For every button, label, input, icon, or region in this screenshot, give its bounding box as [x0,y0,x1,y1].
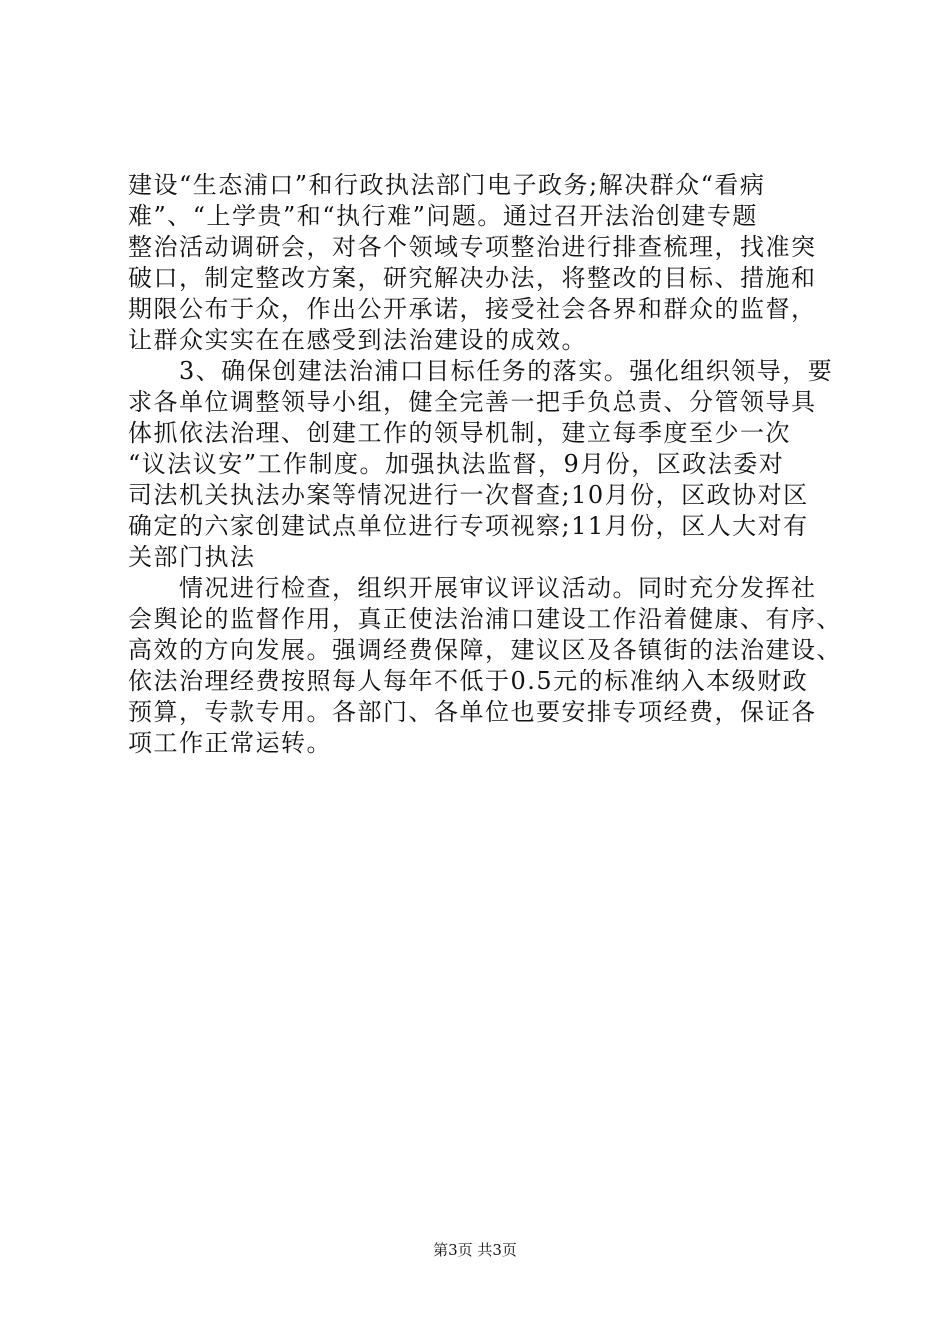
text-line-17: 依法治理经费按照每人每年不低于0.5元的标准纳入本级财政 [128,667,809,695]
text-line-6: 让群众实实在在感受到法治建设的成效。 [128,326,587,354]
page-number-label: 第3页 共3页 [433,1241,517,1259]
text-line-14: 情况进行检查，组织开展审议评议活动。同时充分发挥社 [128,574,817,602]
text-line-3: 整治活动调研会，对各个领域专项整治进行排查梳理，找准突 [128,233,817,261]
text-line-5: 期限公布于众，作出公开承诺，接受社会各界和群众的监督， [128,295,817,323]
text-line-11: 司法机关执法办案等情况进行一次督查;10月份，区政协对区 [128,481,809,509]
text-line-4: 破口，制定整改方案，研究解决办法，将整改的目标、措施和 [128,264,817,292]
text-line-16: 高效的方向发展。强调经费保障，建议区及各镇街的法治建设、 [128,636,842,664]
document-body [128,170,842,759]
text-line-18: 预算，专款专用。各部门、各单位也要安排专项经费，保证各 [128,698,817,726]
text-line-1: 建设“生态浦口”和行政执法部门电子政务;解决群众“看病 [128,171,766,199]
page-footer [0,1240,950,1260]
text-line-19: 项工作正常运转。 [128,729,332,757]
text-line-9: 体抓依法治理、创建工作的领导机制，建立每季度至少一次 [128,419,791,447]
text-line-13: 关部门执法 [128,543,256,571]
text-line-15: 会舆论的监督作用，真正使法治浦口建设工作沿着健康、有序、 [128,605,842,633]
text-line-7: 3、确保创建法治浦口目标任务的落实。强化组织领导，要 [128,357,834,385]
text-line-10: “议法议安”工作制度。加强执法监督，9月份，区政法委对 [128,450,785,478]
text-line-2: 难”、“上学贵”和“执行难”问题。通过召开法治创建专题 [128,202,758,230]
text-line-8: 求各单位调整领导小组，健全完善一把手负总责、分管领导具 [128,388,817,416]
text-line-12: 确定的六家创建试点单位进行专项视察;11月份，区人大对有 [128,512,809,540]
